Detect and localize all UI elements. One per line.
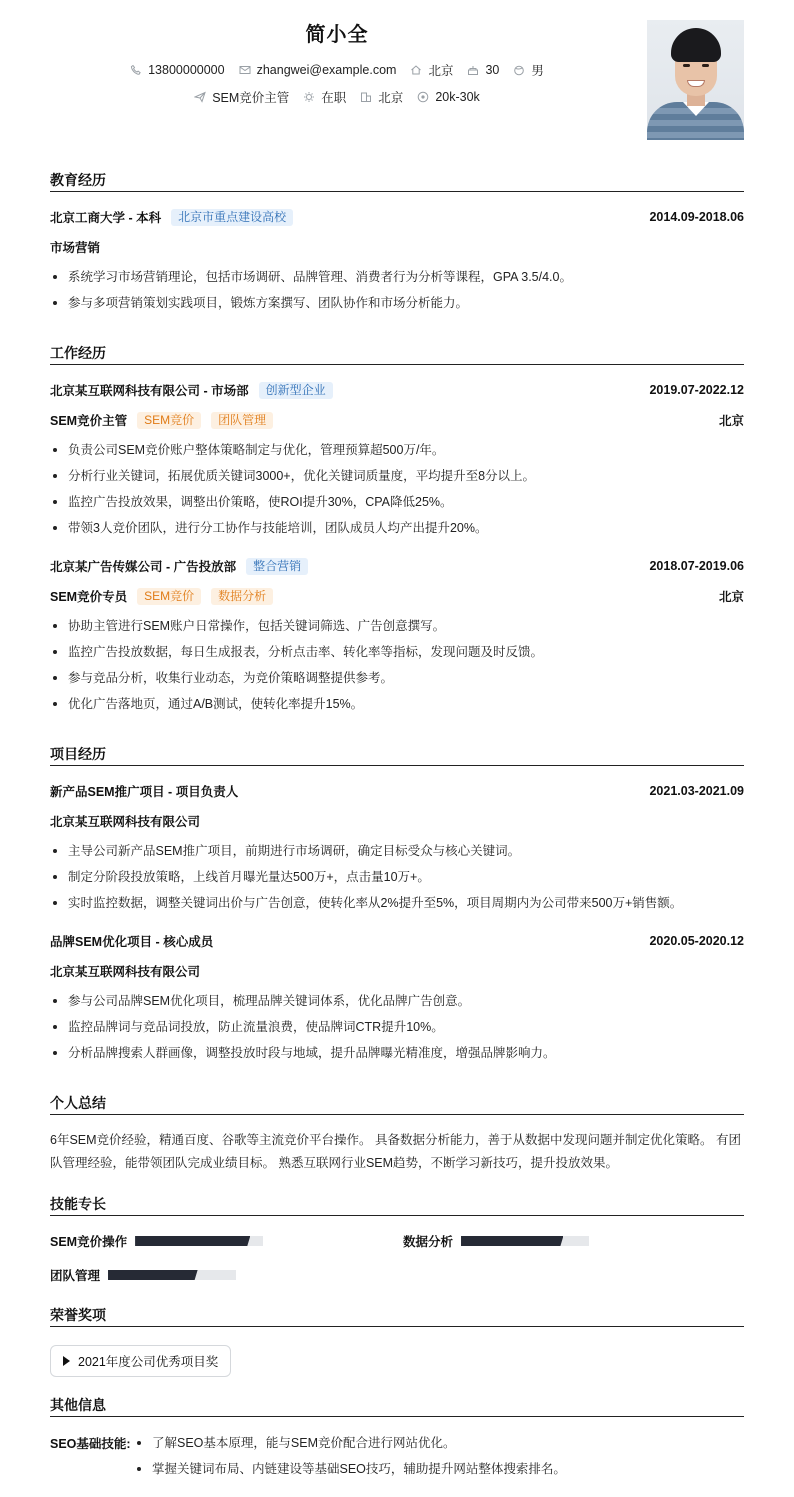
list-item: 掌握关键词布局、内链建设等基础SEO技巧，辅助提升网站整体搜索排名。 [134, 1460, 566, 1486]
contact-row [50, 61, 624, 79]
age-info [467, 63, 499, 77]
project-name: 品牌SEM优化项目 - 核心成员 [50, 935, 214, 949]
skill-bar-fill [461, 1236, 563, 1246]
position-info [194, 88, 289, 106]
list-item: 系统学习市场营销理论，包括市场调研、品牌管理、消费者行为分析等课程，GPA 3.5/4.0。 [50, 268, 744, 294]
work-section [50, 343, 744, 723]
home-icon [410, 64, 422, 76]
status-icon [303, 91, 315, 103]
project-bullets [50, 842, 744, 920]
summary-text: 6年SEM竞价经验，精通百度、谷歌等主流竞价平台操作。 具备数据分析能力，善于从数据中发现问题并制定优化策略。 有团队管理经验，能带领团队完成业绩目标。 熟悉互联网行业SEM趋势，不断学习新技巧，提升投放效果。 [50, 1133, 741, 1170]
list-item: 监控广告投放效果，调整出价策略，使ROI提升30%，CPA降低25%。 [50, 493, 744, 519]
list-item: 监控品牌词与竞品词投放，防止流量浪费，使品牌词CTR提升10%。 [50, 1018, 744, 1044]
education-header [50, 208, 744, 226]
award-label: 2021年度公司优秀项目奖 [78, 1355, 219, 1369]
resume-header [50, 16, 744, 146]
list-item: 主导公司新产品SEM推广项目，前期进行市场调研，确定目标受众与核心关键词。 [50, 842, 744, 868]
projects-title: 项目经历 [50, 744, 744, 766]
gender-text: 男 [531, 64, 544, 78]
work-bullets [50, 441, 744, 545]
status-info [303, 88, 346, 106]
skills-section [50, 1194, 744, 1294]
education-title: 教育经历 [50, 170, 744, 192]
project-date: 2020.05-2020.12 [649, 934, 744, 948]
other-title: 其他信息 [50, 1395, 744, 1417]
projects-section [50, 744, 744, 1074]
project-header [50, 782, 744, 800]
gender-icon [513, 64, 525, 76]
email-text: zhangwei@example.com [256, 63, 397, 77]
list-item: 带领3人竞价团队，进行分工协作与技能培训，团队成员人均产出提升20%。 [50, 519, 744, 545]
list-item: 了解SEO基本原理，能与SEM竞价配合进行网站优化。 [134, 1434, 566, 1460]
role-tag: 数据分析 [211, 588, 273, 605]
job-role: SEM竞价主管 [50, 414, 128, 428]
education-major-row [50, 238, 744, 256]
candidate-name: 简小全 [305, 24, 369, 46]
education-date: 2014.09-2018.06 [649, 210, 744, 224]
list-item: 参与公司品牌SEM优化项目，梳理品牌关键词体系，优化品牌广告创意。 [50, 992, 744, 1018]
work-role-row [50, 587, 744, 605]
project-company-row [50, 812, 744, 830]
summary-section [50, 1093, 744, 1183]
city-text: 北京 [378, 91, 404, 105]
skill-bar [461, 1236, 589, 1246]
age-icon [467, 64, 479, 76]
company-name: 北京某互联网科技有限公司 - 市场部 [50, 384, 249, 398]
summary-title: 个人总结 [50, 1093, 744, 1115]
list-item: 实时监控数据，调整关键词出价与广告创意，使转化率从2%提升至5%，项目周期内为公司带来500万+销售额。 [50, 894, 744, 920]
education-bullets [50, 268, 744, 320]
work-date: 2018.07-2019.06 [649, 559, 744, 573]
other-list [134, 1434, 566, 1486]
school-tag: 北京市重点建设高校 [171, 209, 293, 226]
skill-name: 团队管理 [50, 1269, 101, 1283]
status-text: 在职 [321, 91, 347, 105]
salary-text: 20k-30k [435, 90, 480, 104]
project-company: 北京某互联网科技有限公司 [50, 965, 201, 979]
role-tag: SEM竞价 [137, 412, 201, 429]
list-item: 优化广告落地页，通过A/B测试，使转化率提升15%。 [50, 695, 744, 721]
phone-icon [130, 64, 142, 76]
salary-info [417, 90, 479, 104]
major: 市场营销 [50, 241, 101, 255]
skill-name: 数据分析 [403, 1235, 454, 1249]
work-header [50, 381, 744, 399]
work-role-row [50, 411, 744, 429]
role-tag: 团队管理 [211, 412, 273, 429]
company-tag: 整合营销 [246, 558, 308, 575]
work-date: 2019.07-2022.12 [649, 383, 744, 397]
skill-item [50, 1232, 263, 1250]
honors-title: 荣誉奖项 [50, 1305, 744, 1327]
mail-icon [239, 64, 251, 76]
role-tag: SEM竞价 [137, 588, 201, 605]
age-text: 30 [485, 63, 500, 77]
company-name: 北京某广告传媒公司 - 广告投放部 [50, 560, 237, 574]
list-item: 参与竞品分析，收集行业动态，为竞价策略调整提供参考。 [50, 669, 744, 695]
gender-info [513, 61, 544, 79]
salary-icon [417, 91, 429, 103]
skill-name: SEM竞价操作 [50, 1235, 128, 1249]
project-name: 新产品SEM推广项目 - 项目负责人 [50, 785, 239, 799]
profile-photo [647, 20, 744, 140]
project-bullets [50, 992, 744, 1070]
list-item: 分析行业关键词，拓展优质关键词3000+，优化关键词质量度，平均提升至8分以上。 [50, 467, 744, 493]
list-item: 制定分阶段投放策略，上线首月曝光量达500万+，点击量10万+。 [50, 868, 744, 894]
project-company: 北京某互联网科技有限公司 [50, 815, 201, 829]
list-item: 分析品牌搜索人群画像，调整投放时段与地域，提升品牌曝光精准度，增强品牌影响力。 [50, 1044, 744, 1070]
other-section [50, 1395, 744, 1485]
hometown-info [410, 61, 453, 79]
building-icon [360, 91, 372, 103]
work-title: 工作经历 [50, 343, 744, 365]
skill-bar [108, 1270, 236, 1280]
phone-info [130, 63, 224, 77]
education-section [50, 170, 744, 320]
email-info [239, 63, 397, 77]
phone-text: 13800000000 [148, 63, 225, 77]
project-header [50, 932, 744, 950]
skill-bar-fill [135, 1236, 250, 1246]
work-header [50, 557, 744, 575]
work-bullets [50, 617, 744, 721]
skill-item [50, 1266, 236, 1284]
honors-section [50, 1305, 744, 1385]
work-location: 北京 [718, 590, 744, 604]
company-tag: 创新型企业 [259, 382, 333, 399]
list-item: 参与多项营销策划实践项目，锻炼方案撰写、团队协作和市场分析能力。 [50, 294, 744, 320]
skill-item [403, 1232, 589, 1250]
play-icon [63, 1356, 70, 1366]
job-intent-row [50, 88, 624, 106]
send-icon [194, 91, 206, 103]
project-company-row [50, 962, 744, 980]
school-name: 北京工商大学 - 本科 [50, 211, 162, 225]
skill-bar [135, 1236, 263, 1246]
other-label: SEO基础技能: [50, 1437, 131, 1451]
project-date: 2021.03-2021.09 [649, 784, 744, 798]
skills-title: 技能专长 [50, 1194, 744, 1216]
list-item: 监控广告投放数据，每日生成报表，分析点击率、转化率等指标，发现问题及时反馈。 [50, 643, 744, 669]
job-role: SEM竞价专员 [50, 590, 128, 604]
list-item: 协助主管进行SEM账户日常操作，包括关键词筛选、广告创意撰写。 [50, 617, 744, 643]
skill-bar-fill [108, 1270, 198, 1280]
city-info [360, 88, 403, 106]
position-text: SEM竞价主管 [212, 91, 290, 105]
work-location: 北京 [718, 414, 744, 428]
list-item: 负责公司SEM竞价账户整体策略制定与优化，管理预算超500万/年。 [50, 441, 744, 467]
hometown-text: 北京 [428, 64, 454, 78]
award-item[interactable] [50, 1345, 231, 1377]
